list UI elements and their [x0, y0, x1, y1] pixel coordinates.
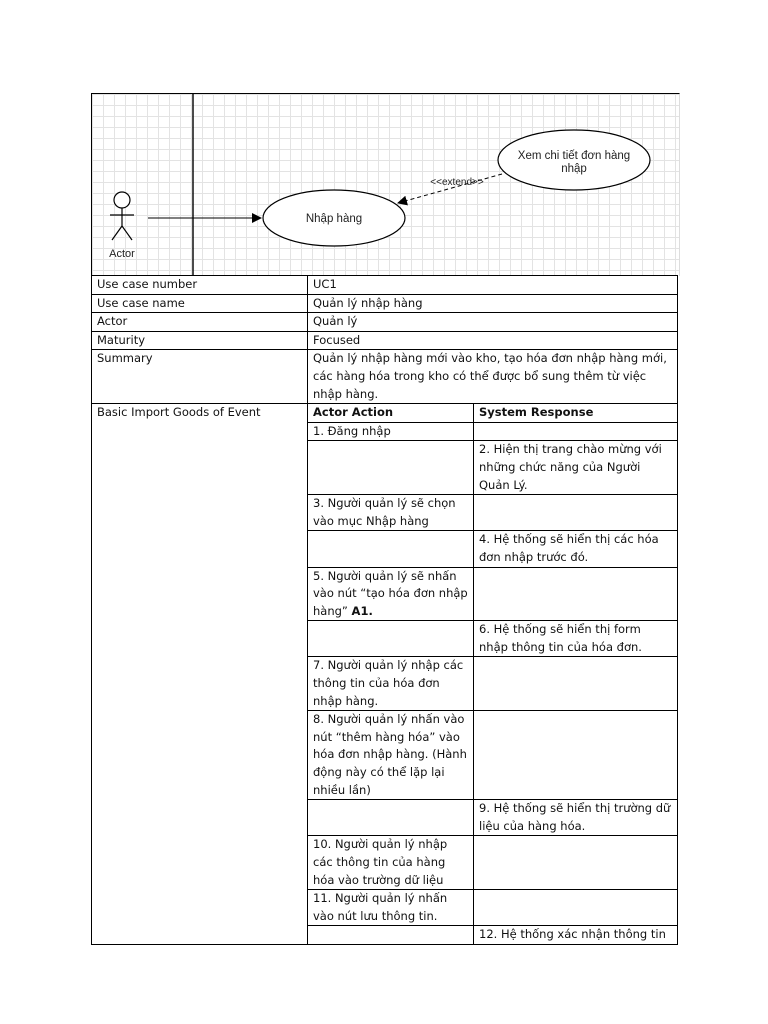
actor-step-empty [308, 621, 474, 657]
usecase-ext-label-2: nhập [561, 163, 587, 175]
table-row [92, 276, 678, 295]
actor-step-empty [308, 800, 474, 836]
alternate-flow-ref: A1. [351, 603, 373, 618]
diagram-canvas [92, 94, 679, 276]
row-label: Actor [92, 313, 308, 332]
row-value: Quản lý nhập hàng mới vào kho, tạo hóa đơn nhập hàng mới, các hàng hóa trong kho có thể được bổ sung thêm từ việc nhập hàng. [308, 350, 678, 404]
system-step-empty [474, 657, 678, 711]
extend-label: <<extend>> [430, 177, 484, 188]
actor-label: Actor [109, 248, 135, 260]
actor-step: 7. Người quản lý nhập các thông tin của hóa đơn nhập hàng. [308, 657, 474, 711]
system-step-empty [474, 711, 678, 800]
use-case-table [91, 275, 678, 945]
usecase-main-label: Nhập hàng [305, 213, 363, 225]
actor-step: 10. Người quản lý nhập các thông tin của hàng hóa vào trường dữ liệu [308, 836, 474, 890]
system-step-empty [474, 836, 678, 890]
row-label: Summary [92, 350, 308, 404]
system-step-empty [474, 495, 678, 531]
system-step-empty [474, 422, 678, 441]
table-row [92, 404, 678, 423]
row-value: UC1 [308, 276, 678, 295]
usecase-ext-label-1: Xem chi tiết đơn hàng [517, 150, 631, 162]
actor-step: 11. Người quản lý nhấn vào nút lưu thông tin. [308, 890, 474, 926]
row-label: Use case name [92, 294, 308, 313]
table-row [92, 350, 678, 404]
row-label: Use case number [92, 276, 308, 295]
actor-step-text: 5. Người quản lý sẽ nhấn vào nút “tạo hóa đơn nhập hàng” [313, 568, 468, 618]
system-step: 2. Hiện thị trang chào mừng với những chức năng của Người Quản Lý. [474, 441, 678, 495]
system-step: 6. Hệ thống sẽ hiển thị form nhập thông tin của hóa đơn. [474, 621, 678, 657]
use-case-diagram [91, 93, 680, 276]
actor-step: 3. Người quản lý sẽ chọn vào mục Nhập hàng [308, 495, 474, 531]
actor-step: 8. Người quản lý nhấn vào nút “thêm hàng hóa” vào hóa đơn nhập hàng. (Hành động này có thể lặp lại nhiều lần) [308, 711, 474, 800]
actor-step: 1. Đăng nhập [308, 422, 474, 441]
system-step-empty [474, 890, 678, 926]
actor-step-empty [308, 531, 474, 567]
actor-step-empty [308, 926, 474, 945]
table-row [92, 313, 678, 332]
table-row [92, 331, 678, 350]
system-step-empty [474, 567, 678, 621]
actor-step [308, 567, 474, 621]
actor-action-header: Actor Action [308, 404, 474, 423]
system-response-header: System Response [474, 404, 678, 423]
system-step: 9. Hệ thống sẽ hiển thị trường dữ liệu của hàng hóa. [474, 800, 678, 836]
row-value: Quản lý [308, 313, 678, 332]
row-label: Maturity [92, 331, 308, 350]
flow-label: Basic Import Goods of Event [92, 404, 308, 945]
actor-step-empty [308, 441, 474, 495]
system-step: 4. Hệ thống sẽ hiển thị các hóa đơn nhập trước đó. [474, 531, 678, 567]
actor-figure-icon [110, 192, 134, 240]
row-value: Focused [308, 331, 678, 350]
system-step: 12. Hệ thống xác nhận thông tin [474, 926, 678, 945]
row-value: Quản lý nhập hàng [308, 294, 678, 313]
table-row [92, 294, 678, 313]
